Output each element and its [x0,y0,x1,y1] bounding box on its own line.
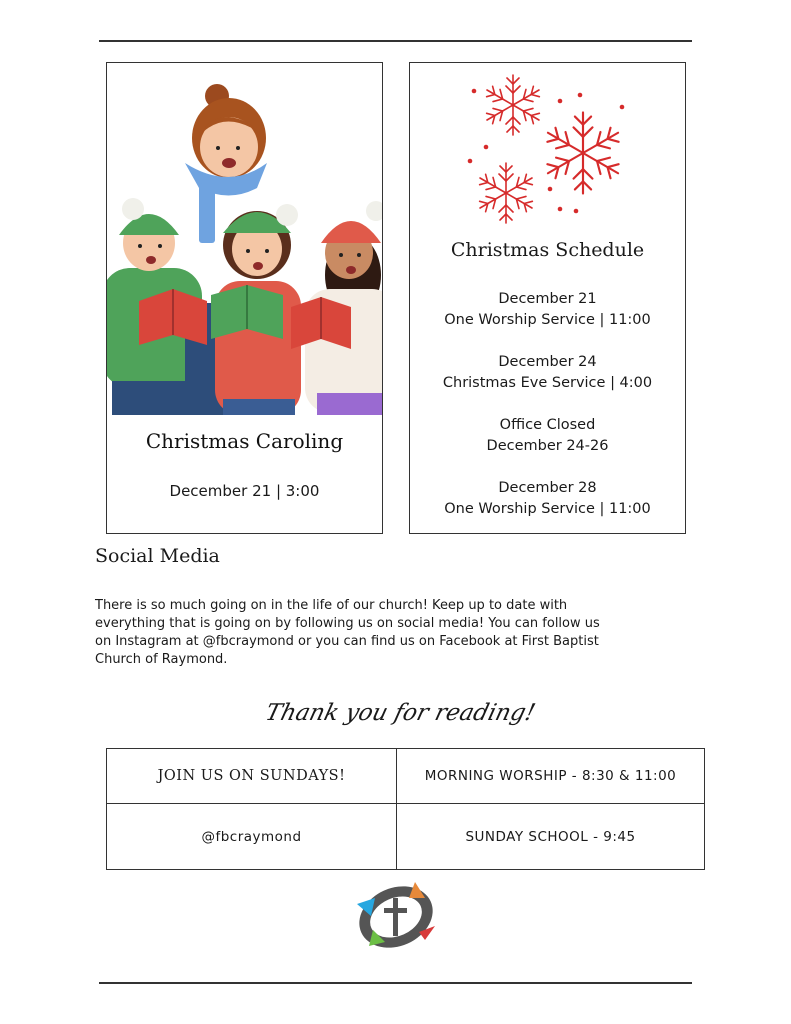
sunday-info-table [106,748,705,870]
instagram-handle-cell: @fbcraymond [107,804,397,870]
schedule-item-line1: December 24 [498,354,597,370]
schedule-item [410,478,685,520]
snowflake-top [484,75,543,135]
join-us-cell: JOIN US ON SUNDAYS! [107,749,397,804]
schedule-item-line2: One Worship Service | 11:00 [444,501,651,517]
schedule-title: Christmas Schedule [450,239,645,261]
bottom-rule [99,982,692,984]
church-logo-icon [353,876,439,956]
thank-you-text: Thank you for reading! [262,698,539,726]
schedule-item-line1: December 28 [498,480,597,496]
schedule-item-line1: Office Closed [499,417,596,433]
schedule-item-line1: December 21 [498,291,597,307]
social-media-body: There is so much going on in the life of our church! Keep up to date with everything that is going on by following us on social media! You can follow us on Instagram at @fbcraymond or you can find us on Facebook at First Baptist Church of Raymond. [95,598,600,667]
caroling-title: Christmas Caroling [145,429,344,453]
sunday-school-cell: SUNDAY SCHOOL - 9:45 [397,804,705,870]
snowflakes-icon [410,63,687,233]
social-media-heading: Social Media [95,545,220,567]
top-rule [99,40,692,42]
snowflake-left [477,163,536,223]
morning-worship-cell: MORNING WORSHIP - 8:30 & 11:00 [397,749,705,804]
caroling-card [106,62,383,534]
carolers-illustration [107,63,382,415]
schedule-card [409,62,686,534]
schedule-item-line2: One Worship Service | 11:00 [444,312,651,328]
schedule-item-line2: Christmas Eve Service | 4:00 [442,375,653,391]
schedule-item [410,289,685,331]
schedule-item [410,352,685,394]
snowflake-right [543,113,623,194]
caroling-date: December 21 | 3:00 [169,482,320,500]
schedule-item-line2: December 24-26 [486,438,609,454]
schedule-list [410,289,685,541]
schedule-item [410,415,685,457]
thank-you-signoff [260,682,540,742]
